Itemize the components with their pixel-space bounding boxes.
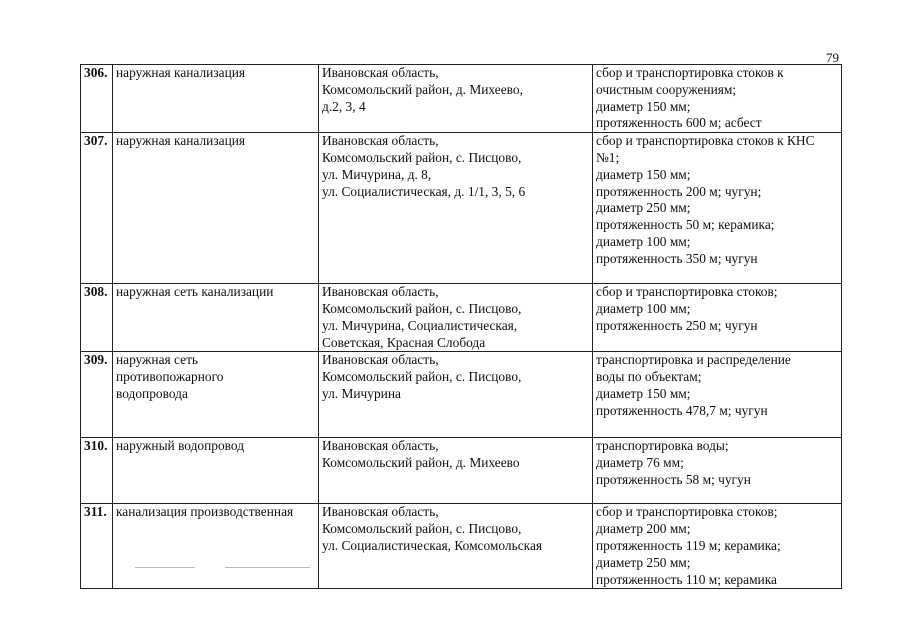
address-line: ул. Социалистическая, Комсомольская — [322, 537, 543, 553]
characteristics-line: протяженность 50 м; керамика; — [596, 217, 775, 233]
address-cell — [319, 504, 593, 589]
table-row — [81, 65, 842, 133]
characteristics-line: сбор и транспортировка стоков к — [596, 65, 784, 80]
characteristics-line: протяженность 110 м; керамика — [596, 571, 777, 587]
characteristics-line: диаметр 100 мм; — [596, 300, 691, 316]
address-cell — [319, 65, 593, 133]
table-row — [81, 284, 842, 352]
characteristics-line: протяженность 478,7 м; чугун — [596, 402, 768, 418]
characteristics-line: протяженность 350 м; чугун — [596, 250, 758, 266]
table-row — [81, 352, 842, 438]
object-name-line: противопожарного — [116, 369, 224, 385]
characteristics-line: сбор и транспортировка стоков; — [596, 504, 778, 520]
object-name-line: наружная сеть канализации — [116, 284, 274, 300]
registry-table — [80, 64, 842, 589]
characteristics-line: сбор и транспортировка стоков к КНС — [596, 133, 815, 149]
characteristics-cell — [593, 284, 842, 352]
scan-artifact — [225, 567, 310, 568]
address-line: Ивановская область, — [322, 352, 439, 368]
page-number: 79 — [826, 50, 839, 65]
object-name-cell — [113, 65, 319, 133]
object-name-line: наружная канализация — [116, 133, 246, 149]
address-line: ул. Мичурина, Социалистическая, — [322, 317, 518, 333]
address-cell — [319, 284, 593, 352]
row-number-cell: 308. — [81, 284, 113, 352]
row-number-cell: 306. — [81, 65, 113, 133]
address-line: Комсомольский район, с. Писцово, — [322, 300, 522, 316]
characteristics-line: воды по объектам; — [596, 369, 702, 385]
characteristics-cell — [593, 438, 842, 504]
characteristics-line: протяженность 600 м; асбест — [596, 115, 762, 131]
characteristics-line: протяженность 119 м; керамика; — [596, 537, 781, 553]
characteristics-cell — [593, 352, 842, 438]
characteristics-line: диаметр 200 мм; — [596, 521, 691, 537]
object-name-line: наружный водопровод — [116, 438, 245, 454]
address-line: Ивановская область, — [322, 504, 439, 520]
address-line: ул. Мичурина, д. 8, — [322, 166, 432, 182]
address-cell — [319, 352, 593, 438]
object-name-line: водопровода — [116, 385, 188, 401]
scan-artifact — [135, 567, 195, 568]
object-name-line: наружная сеть — [116, 352, 199, 368]
address-line: ул. Социалистическая, д. 1/1, 3, 5, 6 — [322, 183, 526, 199]
characteristics-cell — [593, 65, 842, 133]
row-number-cell: 307. — [81, 133, 113, 284]
address-cell — [319, 438, 593, 504]
address-line: Ивановская область, — [322, 133, 439, 149]
object-name-cell — [113, 352, 319, 438]
characteristics-line: диаметр 150 мм; — [596, 98, 691, 114]
characteristics-line: диаметр 100 мм; — [596, 233, 691, 249]
address-line: Комсомольский район, д. Михеево, — [322, 81, 523, 97]
object-name-cell — [113, 504, 319, 589]
address-line: Комсомольский район, с. Писцово, — [322, 521, 522, 537]
address-line: Комсомольский район, с. Писцово, — [322, 149, 522, 165]
table-row — [81, 438, 842, 504]
address-line: Комсомольский район, д. Михеево — [322, 455, 520, 471]
address-line: Советская, Красная Слобода — [322, 334, 486, 350]
characteristics-line: протяженность 250 м; чугун — [596, 317, 758, 333]
address-cell — [319, 133, 593, 284]
characteristics-line: протяженность 58 м; чугун — [596, 471, 751, 487]
characteristics-line: №1; — [596, 149, 620, 165]
row-number-cell: 309. — [81, 352, 113, 438]
table-row — [81, 133, 842, 284]
address-line: д.2, 3, 4 — [322, 98, 366, 114]
address-line: Ивановская область, — [322, 284, 439, 300]
characteristics-line: сбор и транспортировка стоков; — [596, 284, 778, 300]
object-name-line: канализация производственная — [116, 504, 294, 520]
characteristics-line: очистным сооружениям; — [596, 81, 737, 97]
characteristics-line: диаметр 250 мм; — [596, 554, 691, 570]
characteristics-line: диаметр 250 мм; — [596, 200, 691, 216]
address-line: Ивановская область, — [322, 438, 439, 454]
object-name-cell — [113, 438, 319, 504]
object-name-cell — [113, 133, 319, 284]
address-line: Ивановская область, — [322, 65, 439, 80]
registry-table-body — [81, 65, 842, 589]
address-line: ул. Мичурина — [322, 385, 401, 401]
object-name-line: наружная канализация — [116, 65, 246, 80]
row-number-cell: 311. — [81, 504, 113, 589]
characteristics-line: транспортировка воды; — [596, 438, 729, 454]
characteristics-line: протяженность 200 м; чугун; — [596, 183, 762, 199]
characteristics-line: диаметр 76 мм; — [596, 455, 684, 471]
row-number-cell: 310. — [81, 438, 113, 504]
characteristics-line: диаметр 150 мм; — [596, 166, 691, 182]
table-row — [81, 504, 842, 589]
address-line: Комсомольский район, с. Писцово, — [322, 369, 522, 385]
characteristics-line: диаметр 150 мм; — [596, 385, 691, 401]
characteristics-line: транспортировка и распределение — [596, 352, 791, 368]
object-name-cell — [113, 284, 319, 352]
characteristics-cell — [593, 133, 842, 284]
characteristics-cell — [593, 504, 842, 589]
